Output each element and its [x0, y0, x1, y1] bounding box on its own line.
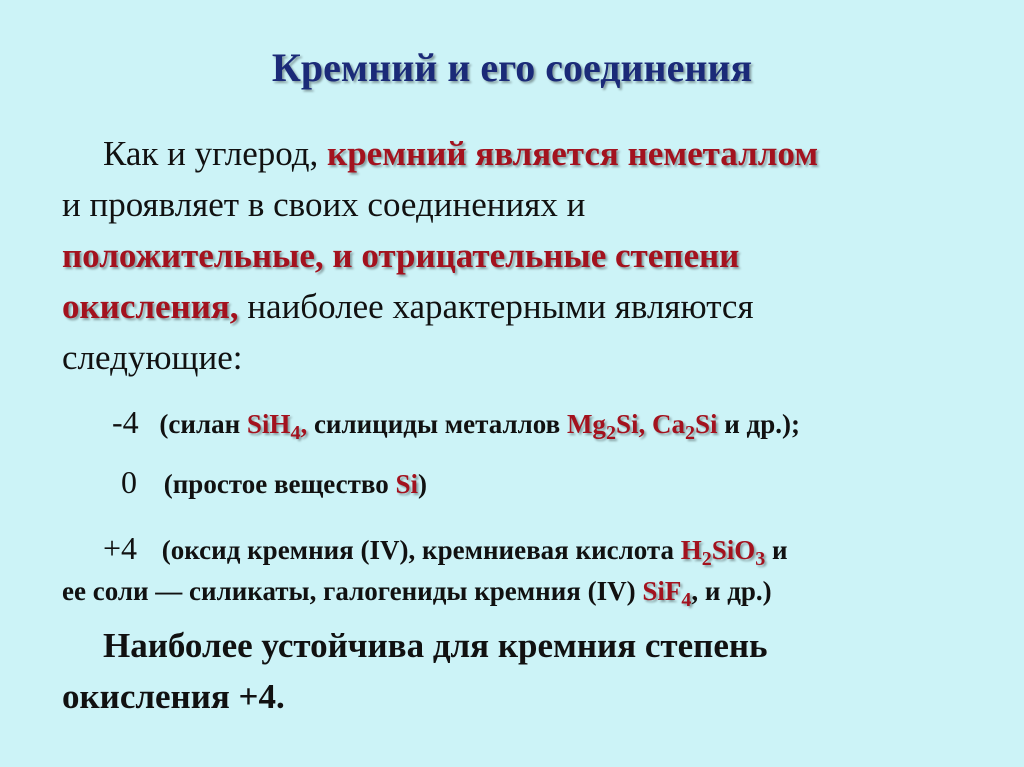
paragraph-line-5: следующие: [62, 338, 243, 377]
conclusion-line-1: Наиболее устойчива для кремния степень [103, 626, 768, 665]
slide-title: Кремний и его соединения [271, 45, 753, 90]
paragraph-text: Как и углерод, [103, 134, 328, 173]
formula-silicon-tetrafluoride: SiF$_4$ [642, 576, 692, 611]
state-value: 0 [121, 464, 137, 500]
state-value: +4 [103, 530, 138, 566]
formula-silicic-acid: $H_2SiO_3$ [680, 535, 766, 570]
state-plus4-row [103, 530, 788, 570]
state-text: (силан [159, 409, 247, 439]
formula-silane: SiH$_4$, [246, 409, 308, 444]
paragraph-line-4 [62, 287, 754, 327]
state-text: и [765, 535, 788, 565]
state-zero-row [121, 464, 427, 501]
state-minus4-row [112, 404, 800, 444]
state-text: , и др.) [691, 576, 772, 606]
state-text: силициды металлов [307, 409, 567, 439]
state-text: (простое вещество [163, 469, 396, 499]
state-text: ее соли — силикаты, галогениды кремния (IV) [62, 576, 643, 606]
paragraph-line-2: и проявляет в своих соединениях и [62, 185, 586, 224]
paragraph-line-1 [103, 134, 818, 174]
state-value: -4 [112, 404, 139, 440]
state-text: и др.); [717, 409, 800, 439]
paragraph-text: наиболее характерными являются [238, 287, 754, 326]
formula-silicon: Si [395, 469, 419, 499]
highlight-nonmetal: кремний является неметаллом [327, 134, 819, 173]
highlight-oxidation-states: положительные, и отрицательные степени [62, 236, 740, 275]
state-plus4-row-2 [62, 576, 772, 611]
highlight-oxidation: окисления, [62, 287, 239, 326]
conclusion-line-2: окисления +4. [62, 677, 285, 716]
state-text: ) [418, 469, 428, 499]
state-text: (оксид кремния (IV), кремниевая кислота [161, 535, 681, 565]
formula-silicides: $Mg_2Si$, $Ca_2Si$ [566, 409, 718, 444]
